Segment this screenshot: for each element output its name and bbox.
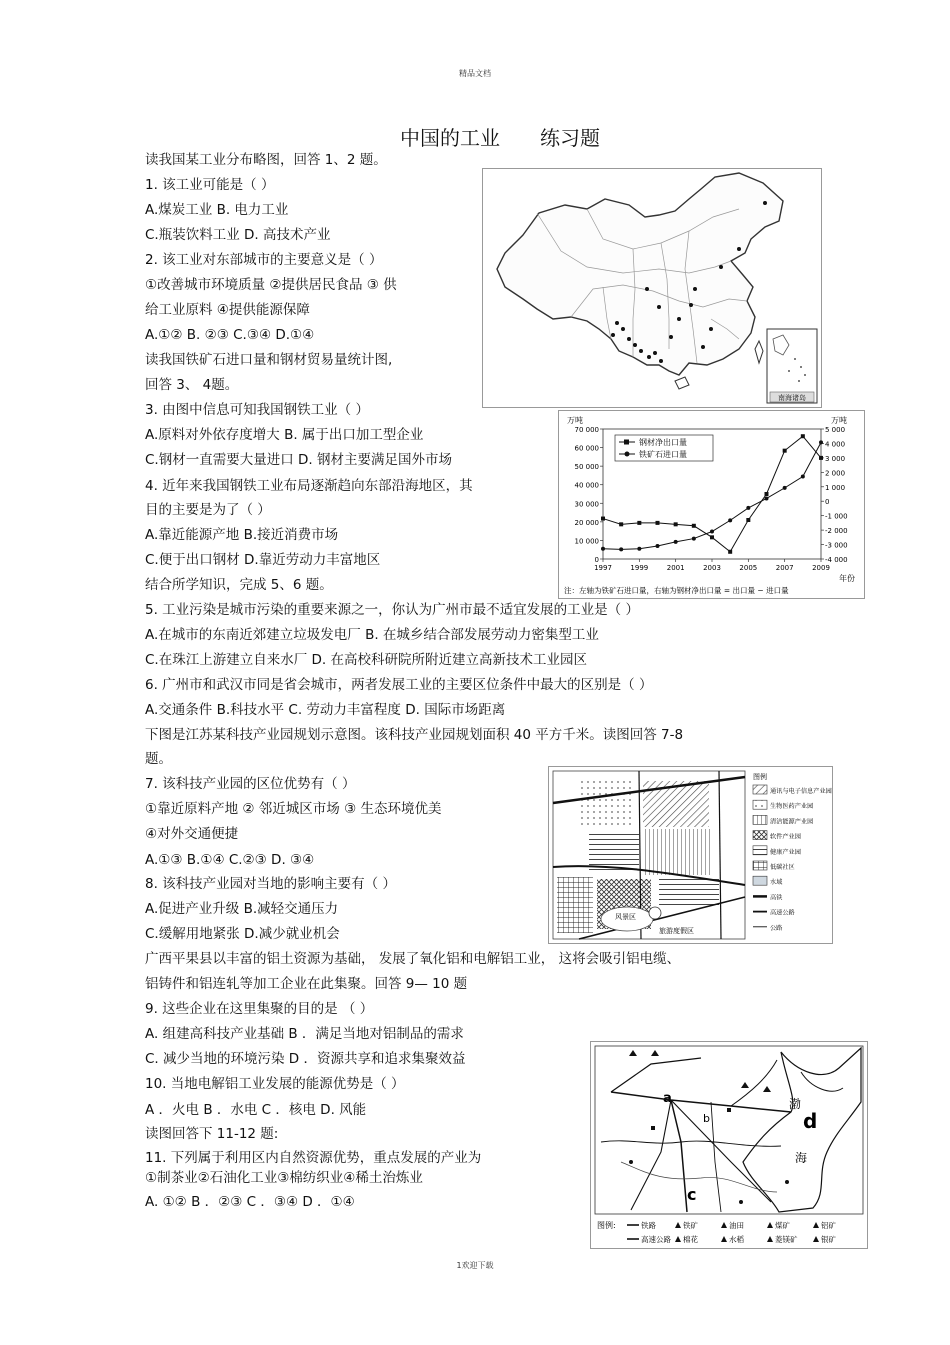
steel-net-export-point <box>728 550 732 554</box>
x-tick-label: 2003 <box>703 564 721 572</box>
iron-ore-import-point <box>710 530 714 534</box>
iron-ore-import-point <box>765 496 769 500</box>
q7-items-a: ①靠近原料产地 ② 邻近城区市场 ③ 生态环境优美 <box>145 801 442 817</box>
question-10: 10. 当地电解铝工业发展的能源优势是（ ） <box>145 1076 405 1092</box>
legend-label: 软件产业园 <box>770 833 801 841</box>
left-tick-label: 50 000 <box>574 463 599 472</box>
legend-label: 健康产业园 <box>770 848 801 856</box>
legend-symbol <box>675 1236 681 1242</box>
question-5: 5. 工业污染是城市污染的重要来源之一，你认为广州市最不适宜发展的工业是（ ） <box>145 602 639 618</box>
intro-q3-4-cont: 回答 3、 4题。 <box>145 377 239 393</box>
question-11: 11. 下列属于利用区内自然资源优势，重点发展的产业为 <box>145 1150 482 1166</box>
steel-net-export-point <box>765 492 769 496</box>
legend-label: 清洁能源产业园 <box>770 818 814 826</box>
inset-label: 南海诸岛 <box>778 394 806 402</box>
iron-ore-import-point <box>801 475 805 479</box>
right-tick-label: 3 000 <box>825 454 846 463</box>
question-9: 9. 这些企业在这里集聚的目的是 （ ） <box>145 1001 374 1017</box>
legend-marker-iron <box>625 452 630 457</box>
q5-options-ab: A.在城市的东南近郊建立垃圾发电厂 B. 在城乡结合部发展劳动力密集型工业 <box>145 627 599 643</box>
steel-iron-chart <box>558 410 865 599</box>
left-tick-label: 40 000 <box>574 481 599 490</box>
legend-label: 铝矿 <box>821 1221 836 1230</box>
steel-net-export-point <box>637 521 641 525</box>
steel-net-export-point <box>619 522 623 526</box>
steel-net-export-point <box>674 522 678 526</box>
point-a: a <box>663 1091 672 1106</box>
question-8: 8. 该科技产业园对当地的影响主要有（ ） <box>145 876 396 892</box>
iron-ore-import-point <box>728 518 732 522</box>
legend-swatch <box>753 831 767 840</box>
q9-options-cd: C. 减少当地的环境污染 D ．资源共享和追求集聚效益 <box>145 1051 466 1067</box>
steel-net-export-point <box>746 518 750 522</box>
chart-note: 注：左轴为铁矿石进口量，右轴为钢材净出口量 = 出口量 − 进口量 <box>564 586 789 595</box>
legend-swatch <box>753 861 767 870</box>
q2-options: A.①② B. ②③ C.③④ D.①④ <box>145 327 315 343</box>
q2-items-b: 给工业原料 ④提供能源保障 <box>145 302 310 318</box>
legend-symbol <box>721 1236 727 1242</box>
steel-net-export-point <box>601 517 605 521</box>
sea-label-bo: 渤 <box>789 1097 802 1111</box>
q10-options: A ．火电 B ．水电 C ．核电 D. 风能 <box>145 1102 367 1118</box>
china-outline <box>497 173 783 375</box>
legend-label: 高速公路 <box>641 1235 671 1244</box>
legend-label: 菱镁矿 <box>775 1235 798 1244</box>
right-tick-label: -1 000 <box>825 512 848 521</box>
iron-ore-import-point <box>656 544 660 548</box>
iron-ore-import-point <box>637 547 641 551</box>
intro-q3-4: 读我国铁矿石进口量和钢材贸易量统计图, <box>145 352 393 368</box>
legend-symbol <box>767 1236 773 1242</box>
legend-symbol <box>721 1222 727 1228</box>
left-tick-label: 10 000 <box>574 537 599 546</box>
x-tick-label: 2005 <box>739 564 758 572</box>
point-b: b <box>703 1112 710 1125</box>
iron-ore-import-point <box>601 547 605 551</box>
legend-label: 水稻 <box>729 1235 744 1244</box>
legend-title: 图例 <box>753 773 767 781</box>
steel-net-export-point <box>692 524 696 528</box>
resort-area-label: 旅游度假区 <box>659 927 694 935</box>
legend-swatch <box>753 800 767 809</box>
legend-label: 低碳社区 <box>770 864 795 871</box>
region-resource-map <box>590 1041 868 1249</box>
legend-symbol <box>813 1222 819 1228</box>
page-title <box>400 122 600 151</box>
legend-label: 通讯与电子信息产业园 <box>770 788 832 795</box>
x-axis-label: 年份 <box>839 574 855 583</box>
legend-label: 水域 <box>770 879 783 887</box>
left-tick-label: 0 <box>594 556 599 564</box>
question-6: 6. 广州市和武汉市同是省会城市，两者发展工业的主要区位条件中最大的区别是（ ） <box>145 677 653 693</box>
intro-q7-8: 下图是江苏某科技产业园规划示意图。该科技产业园规划面积 40 平方千米。读图回答 7-8 <box>145 727 684 743</box>
q11-items: ①制茶业②石油化工业③棉纺织业④稀土治炼业 <box>145 1170 423 1186</box>
sea-label-hai: 海 <box>795 1151 808 1165</box>
fig4-legend-title: 图例: <box>597 1221 616 1230</box>
right-tick-label: -3 000 <box>825 541 848 550</box>
legend-symbol <box>813 1236 819 1242</box>
legend-marker-steel <box>624 440 629 445</box>
q1-options-ab: A.煤炭工业 B. 电力工业 <box>145 202 289 218</box>
legend-label: 银矿 <box>821 1235 836 1244</box>
legend-symbol <box>767 1222 773 1228</box>
question-1: 1. 该工业可能是（ ） <box>145 177 275 193</box>
q4-options-ab: A.靠近能源产地 B.接近消费市场 <box>145 527 339 543</box>
question-4: 4. 近年来我国钢铁工业布局逐渐趋向东部沿海地区，其 <box>145 478 473 494</box>
right-tick-label: 0 <box>825 498 830 507</box>
steel-net-export-point <box>801 434 805 438</box>
x-tick-label: 1999 <box>630 564 649 572</box>
intro-q9-10: 广西平果县以丰富的铝土资源为基础， 发展了氧化铝和电解铝工业， 这将会吸引铝电缆、 <box>145 951 681 967</box>
question-7: 7. 该科技产业园的区位优势有（ ） <box>145 776 356 792</box>
q2-items-a: ①改善城市环境质量 ②提供居民食品 ③ 供 <box>145 277 397 293</box>
q3-options-cd: C.钢材一直需要大量进口 D. 钢材主要满足国外市场 <box>145 452 452 468</box>
left-axis-unit: 万吨 <box>567 416 583 425</box>
taiwan-island <box>755 341 763 363</box>
left-tick-label: 70 000 <box>574 426 599 434</box>
hainan-island <box>675 377 689 389</box>
q8-options-ab: A.促进产业升级 B.减轻交通压力 <box>145 901 339 917</box>
left-tick-label: 30 000 <box>574 500 599 509</box>
right-tick-label: 1 000 <box>825 483 846 492</box>
tech-park-map <box>548 766 833 944</box>
intro-q5-6: 结合所学知识，完成 5、6 题。 <box>145 577 333 593</box>
page-header: 精品文档 <box>459 69 491 78</box>
steel-net-export-point <box>656 521 660 525</box>
title-part2: 练习题 <box>540 126 600 150</box>
legend-label: 铁矿 <box>683 1221 698 1230</box>
question-2: 2. 该工业对东部城市的主要意义是（ ） <box>145 252 383 268</box>
right-tick-label: 2 000 <box>825 469 846 478</box>
legend-symbol <box>675 1222 681 1228</box>
iron-ore-import-point <box>692 537 696 541</box>
point-c: c <box>687 1185 697 1204</box>
q7-items-b: ④对外交通便捷 <box>145 826 239 842</box>
title-part1: 中国的工业 <box>400 126 500 150</box>
q6-options: A.交通条件 B.科技水平 C. 劳动力丰富程度 D. 国际市场距离 <box>145 702 506 718</box>
intro-q11-12: 读图回答下 11-12 题: <box>145 1126 279 1142</box>
legend-label: 油田 <box>729 1221 744 1230</box>
iron-ore-import-point <box>819 440 823 444</box>
point-d: d <box>803 1109 818 1133</box>
legend-label: 铁路 <box>641 1221 656 1230</box>
legend-label: 煤矿 <box>775 1221 790 1230</box>
q8-options-cd: C.缓解用地紧张 D.减少就业机会 <box>145 926 340 942</box>
steel-net-export-point <box>819 456 823 460</box>
legend-label: 高铁 <box>770 894 783 902</box>
q11-options: A. ①② B ．②③ C ．③④ D ．①④ <box>145 1194 355 1210</box>
legend-swatch <box>753 785 767 794</box>
steel-net-export-point <box>710 535 714 539</box>
q9-options-ab: A. 组建高科技产业基础 B ．满足当地对铝制品的需求 <box>145 1026 464 1042</box>
legend-label: 棉花 <box>683 1235 698 1244</box>
legend-swatch <box>753 876 767 885</box>
right-tick-label: -2 000 <box>825 527 848 536</box>
q4-options-cd: C.便于出口钢材 D.靠近劳动力丰富地区 <box>145 552 381 568</box>
china-industry-map <box>482 168 822 408</box>
legend-label: 高速公路 <box>770 909 795 917</box>
q7-options: A.①③ B.①④ C.②③ D. ③④ <box>145 852 315 868</box>
x-tick-label: 2009 <box>812 564 830 572</box>
scenic-area-label: 风景区 <box>615 913 636 921</box>
intro-q9-10-cont: 铝铸件和铝连轧等加工企业在此集聚。回答 9— 10 题 <box>145 976 468 992</box>
x-tick-label: 2001 <box>666 564 685 572</box>
right-tick-label: 4 000 <box>825 440 846 449</box>
legend-label: 公路 <box>770 924 783 932</box>
iron-ore-import-point <box>619 547 623 551</box>
q5-options-cd: C.在珠江上游建立自来水厂 D. 在高校科研院所附近建立高新技术工业园区 <box>145 652 587 668</box>
legend-label: 生物医药产业园 <box>770 803 814 811</box>
page-footer: 1欢迎下载 <box>456 1261 494 1270</box>
legend-swatch <box>753 846 767 855</box>
q1-options-cd: C.瓶装饮料工业 D. 高技术产业 <box>145 227 331 243</box>
iron-ore-import-point <box>674 540 678 544</box>
iron-ore-import-point <box>746 506 750 510</box>
q3-options-ab: A.原料对外依存度增大 B. 属于出口加工型企业 <box>145 427 424 443</box>
intro-q7-8-cont: 题。 <box>145 751 172 767</box>
legend-steel: 钢材净出口量 <box>639 438 687 447</box>
legend-swatch <box>753 815 767 824</box>
legend-iron: 铁矿石进口量 <box>639 450 687 459</box>
question-3: 3. 由图中信息可知我国钢铁工业（ ） <box>145 402 369 418</box>
iron-ore-import-point <box>783 486 787 490</box>
question-4-cont: 目的主要是为了（ ） <box>145 502 271 518</box>
x-tick-label: 1997 <box>594 564 612 572</box>
intro-q1-2: 读我国某工业分布略图，回答 1、2 题。 <box>145 152 387 168</box>
right-axis-unit: 万吨 <box>831 416 847 425</box>
right-tick-label: 5 000 <box>825 426 846 434</box>
left-tick-label: 20 000 <box>574 518 599 527</box>
left-tick-label: 60 000 <box>574 444 599 453</box>
right-tick-label: -4 000 <box>825 556 848 564</box>
steel-net-export-point <box>783 449 787 453</box>
x-tick-label: 2007 <box>775 564 794 572</box>
